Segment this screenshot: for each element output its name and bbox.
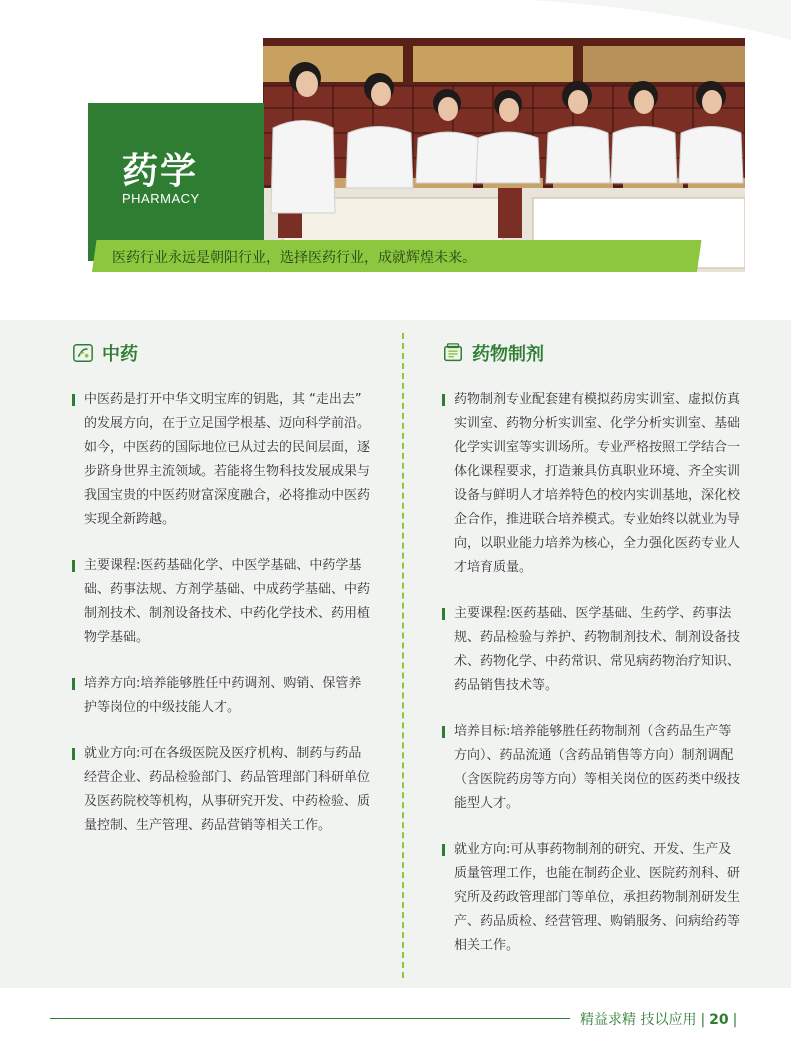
header-photo [263,38,745,272]
right-paragraph-intro: 药物制剂专业配套建有模拟药房实训室、虚拟仿真实训室、药物分析实训室、化学分析实训室、基础化学实训室等实训场所。专业严格按照工学结合一体化课程要求，打造兼具仿真职业环境、齐全实训设备与鲜明人才培养特色的校内实训基地，深化校企合作，推进联合培养模式。专业始终以就业为导向，以职业能力培养为核心，全力强化医药专业人才培育质量。 [442,388,742,580]
left-paragraph-courses: 主要课程:医药基础化学、中医学基础、中药学基础、药事法规、方剂学基础、中成药学基础、中药制剂技术、制剂设备技术、中药化学技术、药用植物学基础。 [72,554,372,650]
left-paragraph-training: 培养方向:培养能够胜任中药调剂、购销、保管养护等岗位的中级技能人才。 [72,672,372,720]
column-divider [402,333,404,978]
right-column-heading-text: 药物制剂 [472,344,544,365]
right-column [442,340,742,980]
left-paragraph-intro: 中医药是打开中华文明宝库的钥匙，其 “走出去” 的发展方向，在于立足国学根基、迈向科学前沿。如今，中医药的国际地位已从过去的民间层面，逐步跻身世界主流领域。若能将生物科技发展成果与我国宝贵的中医药财富深度融合，必将推动中医药实现全新跨越。 [72,388,372,532]
right-paragraph-goal: 培养目标:培养能够胜任药物制剂（含药品生产等方向）、药品流通（含药品销售等方向）制剂调配（含医院药房等方向）等相关岗位的医药类中级技能型人才。 [442,720,742,816]
page-number: 20 [709,1012,729,1028]
title-block [88,103,264,261]
right-paragraph-employment: 就业方向:可从事药物制剂的研究、开发、生产及质量管理工作，也能在制药企业、医院药剂科、研究所及药政管理部门等单位，承担药物制剂研发生产、药品质检、经营管理、购销服务、问病给药等相关工作。 [442,838,742,958]
right-column-heading [442,340,742,366]
left-column [72,340,372,860]
decorative-swoosh [531,0,791,40]
slogan-text: 医药行业永远是朝阳行业，选择医药行业，成就辉煌未来。 [112,250,476,266]
pill-box-icon [442,342,464,364]
left-column-heading [72,340,372,366]
footer-motto: 精益求精 技以应用 [580,1012,697,1028]
page-title: 药学 [122,151,199,192]
right-paragraph-courses: 主要课程:医药基础、医学基础、生药学、药事法规、药品检验与养护、药物制剂技术、制剂设备技术、药物化学、中药常识、常见病药物治疗知识、药品销售技术等。 [442,602,742,698]
herb-icon [72,342,94,364]
page-subtitle: PHARMACY [122,191,200,206]
footer-rule [50,1018,570,1019]
footer: 精益求精 技以应用 | 20 | [580,1012,738,1028]
left-paragraph-employment: 就业方向:可在各级医院及医疗机构、制药与药品经营企业、药品检验部门、药品管理部门科研单位及医药院校等机构，从事研究开发、中药检验、质量控制、生产管理、药品营销等相关工作。 [72,742,372,838]
left-column-heading-text: 中药 [102,344,138,365]
